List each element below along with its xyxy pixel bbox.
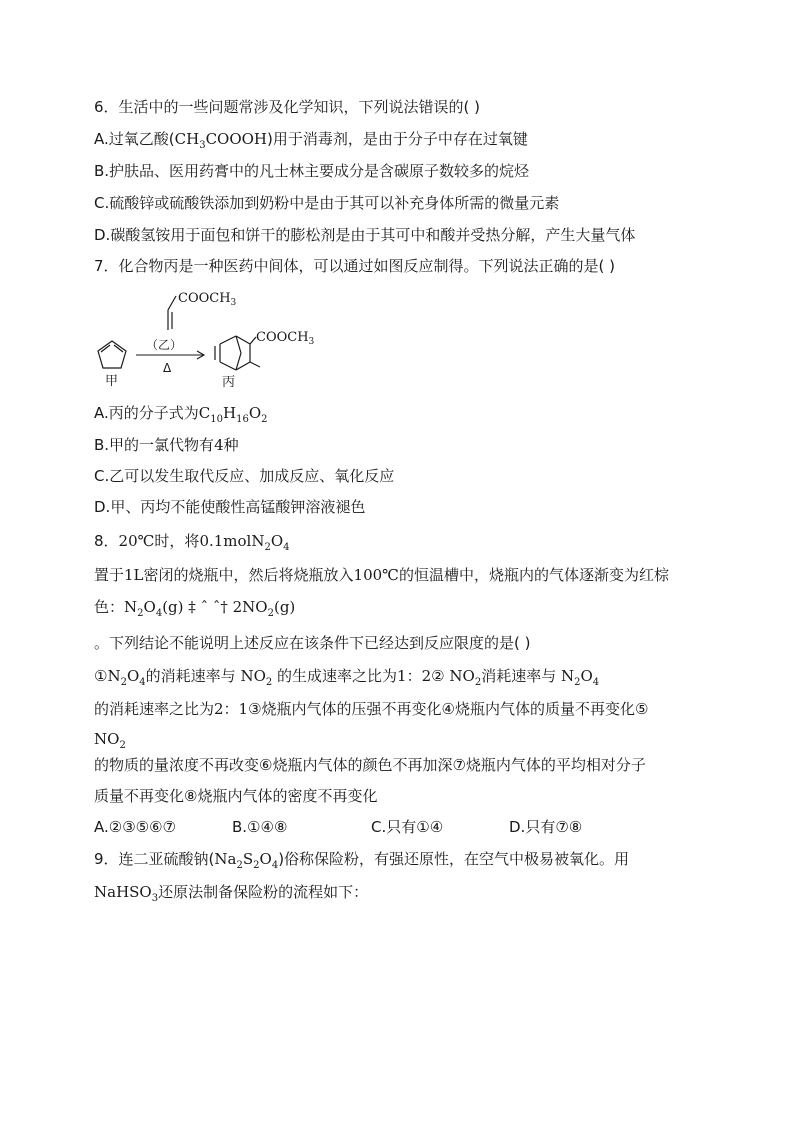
- q7-option-b: B.甲的一氯代物有4种: [94, 436, 239, 454]
- q9-line-2: NaHSO$_3$还原法制备保险粉的流程如下：: [94, 883, 369, 904]
- q8-choice-a: A.②③⑤⑥⑦: [94, 818, 177, 836]
- q9-line-1: 9．连二亚硫酸钠$(Na_2S_2O_4)$俗称保险粉，有强还原性，在空气中极易被氧化。用: [94, 850, 630, 871]
- q6-stem: 6．生活中的一些问题常涉及化学知识，下列说法错误的( ): [94, 98, 481, 116]
- q8-line-1: 8．20℃时，将$0.1molN_2O_4$: [94, 532, 290, 553]
- q8-choice-d: D.只有⑦⑧: [509, 818, 583, 836]
- equilibrium-arrow: ‡ ˆ ˆ†: [188, 598, 228, 616]
- q8-line-4: 。下列结论不能说明上述反应在该条件下已经达到反应限度的是( ): [94, 634, 531, 652]
- q8-choice-c: C.只有①④: [371, 818, 444, 836]
- q7-option-c: C.乙可以发生取代反应、加成反应、氧化反应: [94, 467, 395, 485]
- label-jia: 甲: [105, 374, 119, 389]
- reagent-ester-group: $COOCH_3$: [178, 291, 237, 308]
- q6-option-b: B.护肤品、医用药膏中的凡士林主要成分是含碳原子数较多的烷烃: [94, 162, 530, 180]
- product-ester-group: $COOCH_3$: [256, 330, 315, 347]
- label-bing: 丙: [222, 375, 236, 390]
- cyclopentadiene-structure: [98, 341, 126, 368]
- q8-choice-b: B.①④⑧: [232, 818, 288, 836]
- reaction-arrow: [136, 351, 204, 359]
- q6-option-d: D.碳酸氢铵用于面包和饼干的膨松剂是由于其可中和酸并受热分解，产生大量气体: [94, 226, 636, 244]
- reagent-yi-structure: [168, 296, 176, 330]
- q8-line-2: 置于1L密闭的烧瓶中，然后将烧瓶放入100℃的恒温槽中，烧瓶内的气体逐渐变为红棕: [94, 566, 669, 584]
- q8-equilibrium-line: 色：$N_2O_4(g)$ ‡ ˆ ˆ† $2NO_2(g)$: [94, 598, 296, 619]
- arrow-heat-label: Δ: [163, 361, 172, 375]
- q7-option-a: A.丙的分子式为$C_{10}H_{16}O_2$: [94, 404, 268, 425]
- q8-line-5: $①N_2O_4$的消耗速率与 $NO_2$ 的生成速率之比为1：2② $NO_2$消耗速率与 $N_2O_4$: [94, 667, 600, 688]
- q7-stem: 7．化合物丙是一种医药中间体，可以通过如图反应制得。下列说法正确的是( ): [94, 257, 616, 275]
- q7-option-d: D.甲、丙均不能使酸性高锰酸钾溶液褪色: [94, 498, 366, 516]
- q8-line-6: 的消耗速率之比为2：1③烧瓶内气体的压强不再变化④烧瓶内气体的质量不再变化⑤: [94, 700, 649, 718]
- q8-line-7: $NO_2$: [94, 730, 126, 751]
- q8-line-9: 质量不再变化⑧烧瓶内气体的密度不再变化: [94, 787, 378, 805]
- product-bing-structure: [215, 336, 260, 370]
- reaction-scheme: [90, 282, 350, 392]
- q8-line-8: 的物质的量浓度不再改变⑥烧瓶内气体的颜色不再加深⑦烧瓶内气体的平均相对分子: [94, 756, 646, 774]
- q6-option-c: C.硫酸锌或硫酸铁添加到奶粉中是由于其可以补充身体所需的微量元素: [94, 194, 560, 212]
- arrow-reagent-label: （乙）: [146, 338, 183, 352]
- q6-option-a: A.过氧乙酸$(CH_3COOOH)$用于消毒剂，是由于分子中存在过氧键: [94, 130, 528, 151]
